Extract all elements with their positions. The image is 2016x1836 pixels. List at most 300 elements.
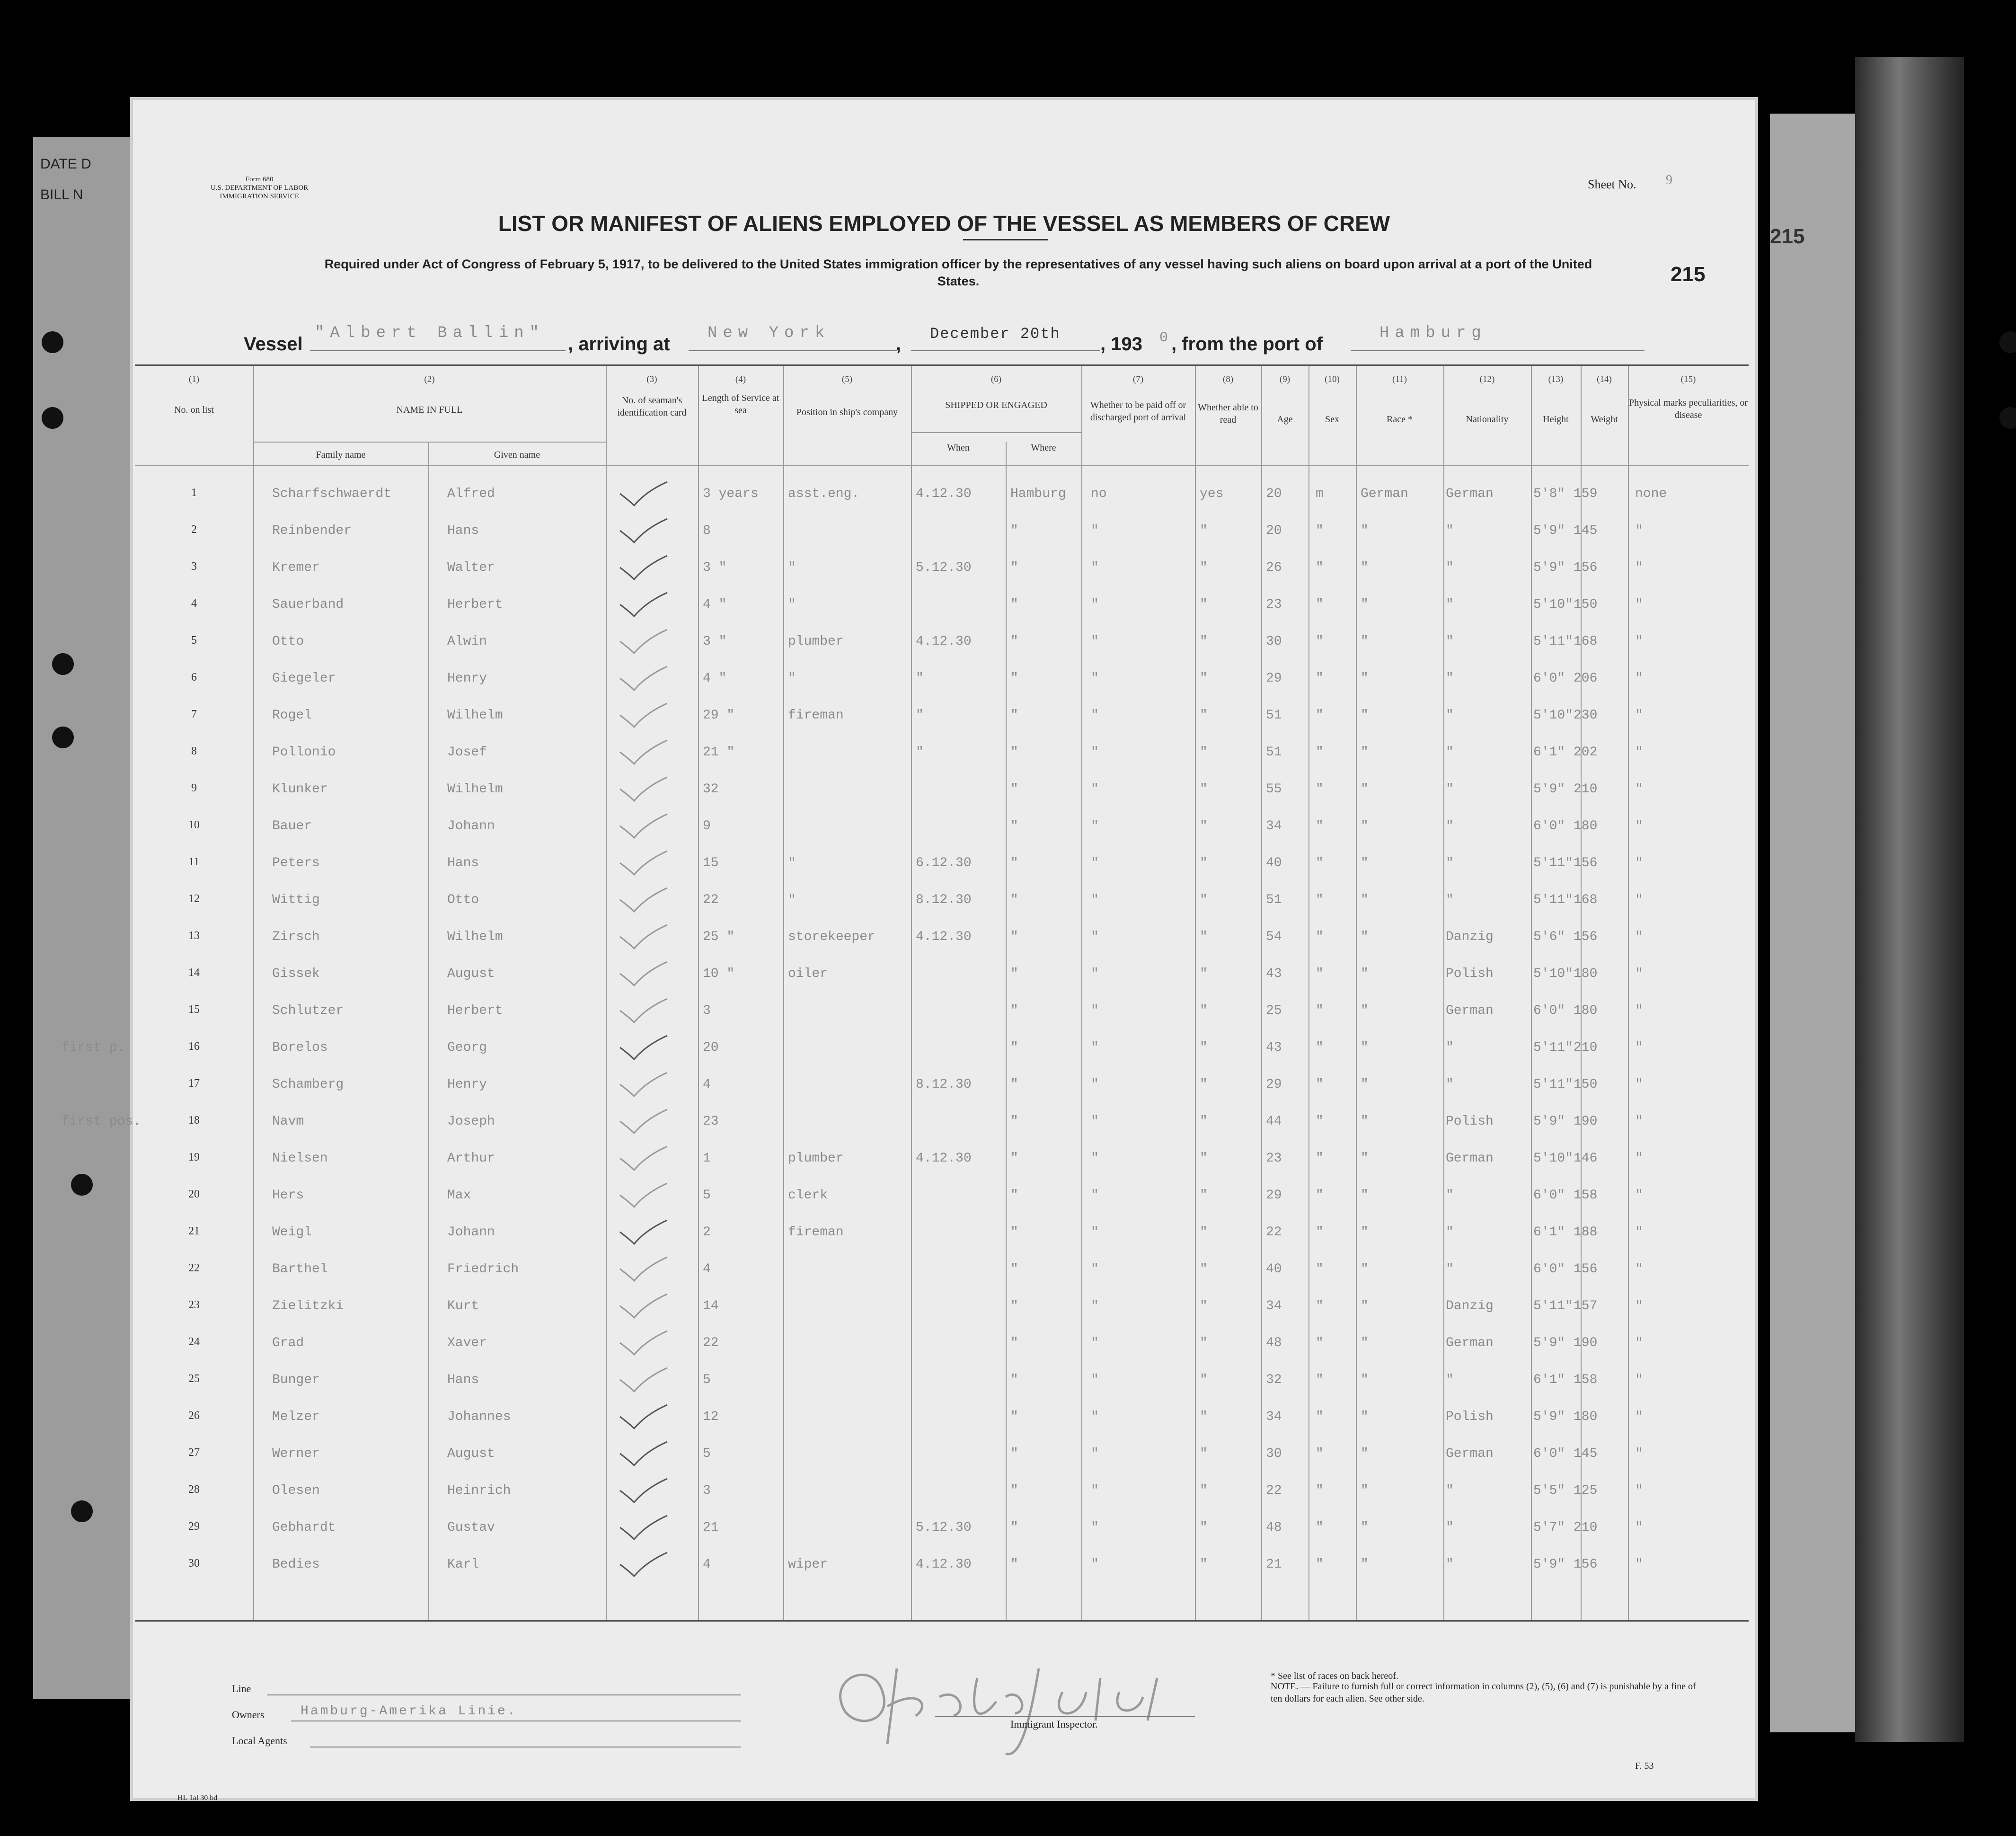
shipped-where-cell: " xyxy=(1010,1336,1018,1350)
position-cell: plumber xyxy=(788,1151,844,1166)
able-to-read-cell: " xyxy=(1200,745,1208,760)
row-number: 20 xyxy=(188,1188,200,1200)
paid-off-cell: " xyxy=(1091,1040,1099,1055)
able-to-read-cell: " xyxy=(1200,893,1208,907)
service-cell: 4 " xyxy=(703,671,727,686)
nationality-cell: Polish xyxy=(1446,967,1494,981)
able-to-read-cell: " xyxy=(1200,1410,1208,1424)
race-cell: " xyxy=(1361,560,1369,575)
header-sex: Sex xyxy=(1325,414,1339,425)
position-cell: " xyxy=(788,856,796,870)
position-cell: fireman xyxy=(788,708,844,723)
sex-cell: " xyxy=(1316,1410,1324,1424)
paid-off-cell: " xyxy=(1091,1077,1099,1092)
sex-cell: " xyxy=(1316,856,1324,870)
table-row xyxy=(135,1259,1749,1296)
header-age: Age xyxy=(1277,414,1293,425)
weight-cell: 202 xyxy=(1574,745,1598,760)
weight-cell: 125 xyxy=(1574,1483,1598,1498)
service-cell: 3 " xyxy=(703,560,727,575)
binding-strip xyxy=(1855,57,1964,1742)
shipped-where-cell: " xyxy=(1010,819,1018,834)
physical-marks-cell: " xyxy=(1635,819,1643,834)
table-row xyxy=(135,780,1749,816)
service-cell: 2 xyxy=(703,1225,711,1240)
service-cell: 4 xyxy=(703,1262,711,1277)
weight-cell: 168 xyxy=(1574,634,1598,649)
family-name-cell: Bedies xyxy=(272,1557,320,1572)
shipped-where-cell: " xyxy=(1010,1446,1018,1461)
row-number: 3 xyxy=(191,560,197,573)
weight-cell: 156 xyxy=(1574,560,1598,575)
shipped-when-cell: 4.12.30 xyxy=(916,930,972,944)
paid-off-cell: " xyxy=(1091,671,1099,686)
row-number: 29 xyxy=(188,1520,200,1533)
race-cell: " xyxy=(1361,1225,1369,1240)
family-name-cell: Navm xyxy=(272,1114,304,1129)
paid-off-cell: " xyxy=(1091,1299,1099,1313)
shipped-where-cell: " xyxy=(1010,745,1018,760)
service-cell: 1 xyxy=(703,1151,711,1166)
table-row xyxy=(62,1112,1749,1149)
race-cell: " xyxy=(1361,1040,1369,1055)
check-mark-icon xyxy=(618,1513,670,1546)
vessel-label: Vessel xyxy=(244,334,303,355)
shipped-where-cell: " xyxy=(1010,634,1018,649)
age-cell: 43 xyxy=(1266,967,1282,981)
able-to-read-cell: " xyxy=(1200,819,1208,834)
date-value: December 20th xyxy=(930,325,1061,343)
check-mark-icon xyxy=(618,1550,670,1583)
able-to-read-cell: " xyxy=(1200,856,1208,870)
physical-marks-cell: " xyxy=(1635,782,1643,797)
date-fill-line xyxy=(911,350,1100,351)
sheet-no-label: Sheet No. xyxy=(1588,177,1636,191)
family-name-cell: Sauerband xyxy=(272,597,344,612)
height-cell: 5'11" xyxy=(1533,634,1574,649)
table-row xyxy=(135,1407,1749,1444)
age-cell: 32 xyxy=(1266,1373,1282,1387)
sex-cell: " xyxy=(1316,782,1324,797)
given-name-cell: Henry xyxy=(447,671,487,686)
age-cell: 34 xyxy=(1266,1299,1282,1313)
shipped-where-cell: " xyxy=(1010,1410,1018,1424)
inspector-label: Immigrant Inspector. xyxy=(1010,1718,1098,1730)
age-cell: 20 xyxy=(1266,523,1282,538)
race-cell: " xyxy=(1361,1299,1369,1313)
family-name-cell: Borelos xyxy=(272,1040,328,1055)
row-number: 15 xyxy=(188,1003,200,1016)
shipped-where-cell: " xyxy=(1010,1557,1018,1572)
subheader-rule xyxy=(911,432,1081,433)
table-row xyxy=(135,484,1749,521)
inspector-signature xyxy=(816,1650,1195,1763)
crew-table xyxy=(62,364,1749,1622)
form-header xyxy=(211,175,308,201)
position-cell: " xyxy=(788,597,796,612)
shipped-where-cell: " xyxy=(1010,671,1018,686)
race-cell: " xyxy=(1361,634,1369,649)
underlying-sheet-left xyxy=(33,137,142,1699)
paid-off-cell: " xyxy=(1091,1262,1099,1277)
service-label: IMMIGRATION SERVICE xyxy=(220,193,299,200)
race-cell: " xyxy=(1361,1188,1369,1203)
service-cell: 29 " xyxy=(703,708,735,723)
check-mark-icon xyxy=(618,516,670,550)
family-name-cell: Wittig xyxy=(272,893,320,907)
weight-cell: 158 xyxy=(1574,1373,1598,1387)
age-cell: 43 xyxy=(1266,1040,1282,1055)
given-name-cell: Hans xyxy=(447,1373,479,1387)
race-cell: " xyxy=(1361,1520,1369,1535)
header-length-service: Length of Service at sea xyxy=(702,393,779,416)
shipped-when-cell: 5.12.30 xyxy=(916,560,972,575)
paid-off-cell: " xyxy=(1091,819,1099,834)
check-mark-icon xyxy=(618,479,670,513)
physical-marks-cell: " xyxy=(1635,1077,1643,1092)
owners-value: Hamburg-Amerika Linie. xyxy=(301,1704,517,1719)
sex-cell: " xyxy=(1316,560,1324,575)
shipped-where-cell: " xyxy=(1010,1299,1018,1313)
table-row xyxy=(135,1149,1749,1186)
check-mark-icon xyxy=(618,1402,670,1436)
position-cell: " xyxy=(788,560,796,575)
nationality-cell: " xyxy=(1446,893,1454,907)
header-race: Race * xyxy=(1387,414,1413,425)
check-mark-icon xyxy=(618,849,670,882)
header-nationality: Nationality xyxy=(1466,414,1509,425)
race-cell: " xyxy=(1361,782,1369,797)
able-to-read-cell: " xyxy=(1200,1299,1208,1313)
title-rule xyxy=(963,239,1048,240)
column-number: (14) xyxy=(1597,374,1612,384)
stamp-sheet-number: 215 xyxy=(1770,225,1805,248)
service-cell: 5 xyxy=(703,1373,711,1387)
given-name-cell: Max xyxy=(447,1188,471,1203)
races-note: * See list of races on back hereof. xyxy=(1271,1671,1398,1681)
height-cell: 5'10" xyxy=(1533,597,1574,612)
sex-cell: m xyxy=(1316,487,1324,501)
service-cell: 22 xyxy=(703,1336,719,1350)
sex-cell: " xyxy=(1316,597,1324,612)
table-row xyxy=(135,1555,1749,1592)
table-row xyxy=(135,1075,1749,1112)
service-cell: 25 " xyxy=(703,930,735,944)
weight-cell: 210 xyxy=(1574,782,1598,797)
check-mark-icon xyxy=(618,812,670,845)
weight-cell: 158 xyxy=(1574,1188,1598,1203)
sex-cell: " xyxy=(1316,930,1324,944)
weight-cell: 180 xyxy=(1574,1410,1598,1424)
shipped-where-cell: " xyxy=(1010,782,1018,797)
height-cell: 5'10" xyxy=(1533,967,1574,981)
nationality-cell: " xyxy=(1446,1262,1454,1277)
row-number: 13 xyxy=(188,930,200,942)
header-bottom-rule xyxy=(135,465,1749,466)
sex-cell: " xyxy=(1316,1225,1324,1240)
shipped-where-cell: " xyxy=(1010,597,1018,612)
given-name-cell: Joseph xyxy=(447,1114,495,1129)
shipped-when-cell: 8.12.30 xyxy=(916,1077,972,1092)
row-number: 17 xyxy=(188,1077,200,1090)
height-cell: 5'11" xyxy=(1533,856,1574,870)
height-cell: 5'7" xyxy=(1533,1520,1565,1535)
paid-off-cell: " xyxy=(1091,1151,1099,1166)
arriving-fill-line xyxy=(689,350,897,351)
port-value: Hamburg xyxy=(1379,324,1487,342)
given-name-cell: Josef xyxy=(447,745,487,760)
given-name-cell: August xyxy=(447,1446,495,1461)
paid-off-cell: " xyxy=(1091,1483,1099,1498)
age-cell: 29 xyxy=(1266,1188,1282,1203)
penalty-note: NOTE. — Failure to furnish full or correct information in columns (2), (5), (6) and (7) is punishable by a fine of ten dollars for each alien. See other side. xyxy=(1271,1681,1696,1704)
table-row xyxy=(135,1444,1749,1481)
given-name-cell: Alwin xyxy=(447,634,487,649)
weight-cell: 146 xyxy=(1574,1151,1598,1166)
table-row xyxy=(135,669,1749,706)
shipped-where-cell: " xyxy=(1010,1003,1018,1018)
physical-marks-cell: " xyxy=(1635,967,1643,981)
paid-off-cell: " xyxy=(1091,1410,1099,1424)
height-cell: 5'11" xyxy=(1533,893,1574,907)
physical-marks-cell: " xyxy=(1635,856,1643,870)
age-cell: 34 xyxy=(1266,819,1282,834)
shipped-where-cell: " xyxy=(1010,1114,1018,1129)
physical-marks-cell: " xyxy=(1635,523,1643,538)
punch-hole xyxy=(71,1500,93,1522)
weight-cell: 156 xyxy=(1574,1262,1598,1277)
physical-marks-cell: " xyxy=(1635,1299,1643,1313)
shipped-when-cell: 4.12.30 xyxy=(916,1557,972,1572)
check-mark-icon xyxy=(618,1144,670,1177)
family-name-cell: Zielitzki xyxy=(272,1299,344,1313)
height-cell: 5'8" xyxy=(1533,487,1565,501)
paid-off-cell: " xyxy=(1091,708,1099,723)
given-name-cell: Alfred xyxy=(447,487,495,501)
given-name-cell: Arthur xyxy=(447,1151,495,1166)
age-cell: 23 xyxy=(1266,1151,1282,1166)
family-name-cell: Giegeler xyxy=(272,671,336,686)
family-name-cell: Barthel xyxy=(272,1262,328,1277)
able-to-read-cell: " xyxy=(1200,523,1208,538)
service-cell: 14 xyxy=(703,1299,719,1313)
arriving-label: , arriving at xyxy=(568,334,670,355)
position-cell: storekeeper xyxy=(788,930,875,944)
family-name-cell: Schlutzer xyxy=(272,1003,344,1018)
paid-off-cell: " xyxy=(1091,967,1099,981)
check-mark-icon xyxy=(618,1329,670,1362)
row-number: 25 xyxy=(188,1373,200,1385)
service-cell: 22 xyxy=(703,893,719,907)
position-cell: " xyxy=(788,671,796,686)
table-row xyxy=(135,1333,1749,1370)
nationality-cell: German xyxy=(1446,487,1494,501)
paid-off-cell: " xyxy=(1091,1557,1099,1572)
weight-cell: 157 xyxy=(1574,1299,1598,1313)
check-mark-icon xyxy=(618,1476,670,1509)
sex-cell: " xyxy=(1316,671,1324,686)
nationality-cell: " xyxy=(1446,1557,1454,1572)
check-mark-icon xyxy=(618,996,670,1029)
check-mark-icon xyxy=(618,738,670,771)
sex-cell: " xyxy=(1316,1299,1324,1313)
column-number: (5) xyxy=(841,374,853,384)
table-row xyxy=(135,816,1749,853)
age-cell: 48 xyxy=(1266,1520,1282,1535)
paid-off-cell: " xyxy=(1091,597,1099,612)
age-cell: 34 xyxy=(1266,1410,1282,1424)
sex-cell: " xyxy=(1316,1483,1324,1498)
race-cell: German xyxy=(1361,487,1408,501)
table-row xyxy=(135,558,1749,595)
race-cell: " xyxy=(1361,597,1369,612)
service-cell: 10 " xyxy=(703,967,735,981)
age-cell: 23 xyxy=(1266,597,1282,612)
check-mark-icon xyxy=(618,1366,670,1399)
shipped-where-cell: " xyxy=(1010,967,1018,981)
shipped-where-cell: " xyxy=(1010,1077,1018,1092)
check-mark-icon xyxy=(618,1292,670,1325)
able-to-read-cell: " xyxy=(1200,1446,1208,1461)
shipped-when-cell: 5.12.30 xyxy=(916,1520,972,1535)
family-name-cell: Reinbender xyxy=(272,523,352,538)
height-cell: 5'11" xyxy=(1533,1077,1574,1092)
family-name-cell: Scharfschwaerdt xyxy=(272,487,392,501)
nationality-cell: " xyxy=(1446,634,1454,649)
family-name-cell: Rogel xyxy=(272,708,312,723)
family-name-cell: Pollonio xyxy=(272,745,336,760)
column-number: (3) xyxy=(646,374,657,384)
table-row xyxy=(135,1001,1749,1038)
table-row xyxy=(135,964,1749,1001)
age-cell: 30 xyxy=(1266,634,1282,649)
age-cell: 55 xyxy=(1266,782,1282,797)
shipped-where-cell: Hamburg xyxy=(1010,487,1066,501)
family-name-cell: Weigl xyxy=(272,1225,312,1240)
header-physical-marks: Physical marks peculiarities, or disease xyxy=(1628,398,1748,420)
weight-cell: 206 xyxy=(1574,671,1598,686)
service-cell: 9 xyxy=(703,819,711,834)
department-label: U.S. DEPARTMENT OF LABOR xyxy=(211,184,309,192)
paid-off-cell: " xyxy=(1091,1225,1099,1240)
paid-off-cell: no xyxy=(1091,487,1107,501)
weight-cell: 156 xyxy=(1574,1557,1598,1572)
shipped-where-cell: " xyxy=(1010,523,1018,538)
header-name-in-full: NAME IN FULL xyxy=(396,405,463,415)
height-cell: 6'1" xyxy=(1533,1373,1565,1387)
able-to-read-cell: " xyxy=(1200,1225,1208,1240)
service-cell: 3 " xyxy=(703,634,727,649)
family-name-cell: Klunker xyxy=(272,782,328,797)
paid-off-cell: " xyxy=(1091,930,1099,944)
sheet-number-large: 215 xyxy=(1671,263,1706,286)
given-name-cell: Kurt xyxy=(447,1299,479,1313)
service-cell: 3 years xyxy=(703,487,759,501)
height-cell: 6'1" xyxy=(1533,745,1565,760)
check-mark-icon xyxy=(618,775,670,808)
check-mark-icon xyxy=(618,701,670,734)
nationality-cell: German xyxy=(1446,1446,1494,1461)
service-cell: 15 xyxy=(703,856,719,870)
height-cell: 6'1" xyxy=(1533,1225,1565,1240)
row-number: 27 xyxy=(188,1446,200,1459)
height-cell: 5'9" xyxy=(1533,560,1565,575)
nationality-cell: " xyxy=(1446,1188,1454,1203)
family-name-cell: Nielsen xyxy=(272,1151,328,1166)
race-cell: " xyxy=(1361,819,1369,834)
nationality-cell: " xyxy=(1446,819,1454,834)
race-cell: " xyxy=(1361,1003,1369,1018)
margin-note: first p. xyxy=(62,1040,125,1055)
shipped-where-cell: " xyxy=(1010,560,1018,575)
table-row xyxy=(135,632,1749,669)
service-cell: 32 xyxy=(703,782,719,797)
row-number: 16 xyxy=(188,1040,200,1053)
physical-marks-cell: " xyxy=(1635,1446,1643,1461)
nationality-cell: " xyxy=(1446,782,1454,797)
service-cell: 5 xyxy=(703,1446,711,1461)
height-cell: 5'11" xyxy=(1533,1040,1574,1055)
race-cell: " xyxy=(1361,1373,1369,1387)
able-to-read-cell: " xyxy=(1200,1373,1208,1387)
punch-hole xyxy=(42,407,63,429)
service-cell: 4 xyxy=(703,1077,711,1092)
nationality-cell: Danzig xyxy=(1446,1299,1494,1313)
punch-hole xyxy=(42,331,63,353)
given-name-cell: Georg xyxy=(447,1040,487,1055)
able-to-read-cell: " xyxy=(1200,1557,1208,1572)
physical-marks-cell: " xyxy=(1635,597,1643,612)
able-to-read-cell: " xyxy=(1200,1151,1208,1166)
family-name-cell: Gebhardt xyxy=(272,1520,336,1535)
sex-cell: " xyxy=(1316,1557,1324,1572)
race-cell: " xyxy=(1361,708,1369,723)
age-cell: 44 xyxy=(1266,1114,1282,1129)
shipped-where-cell: " xyxy=(1010,930,1018,944)
family-name-cell: Gissek xyxy=(272,967,320,981)
header-seaman-card: No. of seaman's identification card xyxy=(617,395,687,418)
height-cell: 5'10" xyxy=(1533,708,1574,723)
race-cell: " xyxy=(1361,745,1369,760)
weight-cell: 180 xyxy=(1574,967,1598,981)
position-cell: wiper xyxy=(788,1557,828,1572)
paid-off-cell: " xyxy=(1091,782,1099,797)
weight-cell: 190 xyxy=(1574,1336,1598,1350)
height-cell: 5'9" xyxy=(1533,523,1565,538)
row-number: 5 xyxy=(191,634,197,647)
table-row xyxy=(135,1518,1749,1555)
sex-cell: " xyxy=(1316,745,1324,760)
row-number: 19 xyxy=(188,1151,200,1163)
nationality-cell: " xyxy=(1446,1077,1454,1092)
able-to-read-cell: " xyxy=(1200,1188,1208,1203)
inspector-fill-line xyxy=(935,1716,1195,1717)
sex-cell: " xyxy=(1316,523,1324,538)
header-shipped-engaged: SHIPPED OR ENGAGED xyxy=(945,400,1047,410)
weight-cell: 180 xyxy=(1574,1003,1598,1018)
shipped-where-cell: " xyxy=(1010,1040,1018,1055)
row-number: 22 xyxy=(188,1262,200,1274)
height-cell: 5'11" xyxy=(1533,1299,1574,1313)
check-mark-icon xyxy=(618,1181,670,1214)
family-name-cell: Schamberg xyxy=(272,1077,344,1092)
physical-marks-cell: " xyxy=(1635,745,1643,760)
header-able-to-read: Whether able to read xyxy=(1198,402,1258,425)
weight-cell: 188 xyxy=(1574,1225,1598,1240)
underlying-sheet-right xyxy=(1770,114,1855,1732)
row-number: 18 xyxy=(188,1114,200,1126)
given-name-cell: Herbert xyxy=(447,1003,503,1018)
